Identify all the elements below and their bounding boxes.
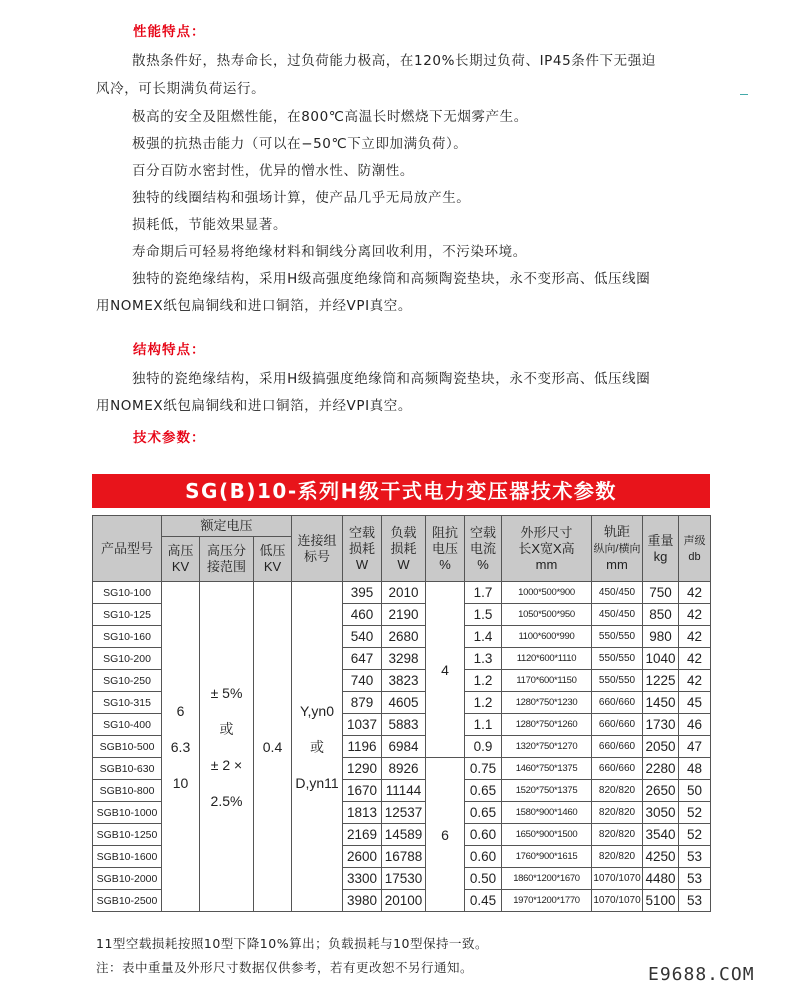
cell-dimensions: 1280*750*1230 <box>502 692 592 714</box>
cell-noise: 42 <box>679 648 711 670</box>
performance-item: 风冷，可长期满负荷运行。 <box>96 81 266 97</box>
performance-item: 百分百防水密封性，优异的憎水性、防潮性。 <box>132 163 414 179</box>
cell-noload-loss: 1196 <box>343 736 382 758</box>
cell-weight: 3050 <box>643 802 679 824</box>
cell-rail: 660/660 <box>592 714 643 736</box>
cell-dimensions: 1000*500*900 <box>502 582 592 604</box>
cell-dimensions: 1050*500*950 <box>502 604 592 626</box>
cell-noload-loss: 1813 <box>343 802 382 824</box>
performance-item: 独特的线圈结构和强场计算，使产品几乎无局放产生。 <box>132 190 471 206</box>
cell-noload-current: 0.50 <box>465 868 502 890</box>
cell-model: SG10-315 <box>93 692 162 714</box>
cell-rail: 660/660 <box>592 692 643 714</box>
cell-noise: 42 <box>679 670 711 692</box>
cell-noise: 42 <box>679 626 711 648</box>
col-header-tap: 高压分 接范围 <box>200 537 254 582</box>
cell-noload-current: 1.4 <box>465 626 502 648</box>
cell-weight: 980 <box>643 626 679 648</box>
cell-rail: 660/660 <box>592 736 643 758</box>
col-header-dimensions: 外形尺寸 长X宽X高 mm <box>502 516 592 582</box>
cell-dimensions: 1100*600*990 <box>502 626 592 648</box>
cell-noload-current: 0.65 <box>465 802 502 824</box>
cell-rail: 550/550 <box>592 626 643 648</box>
cell-weight: 2280 <box>643 758 679 780</box>
cell-dimensions: 1120*600*1110 <box>502 648 592 670</box>
col-header-vector: 连接组 标号 <box>292 516 343 582</box>
cell-model: SGB10-630 <box>93 758 162 780</box>
cell-noload-current: 0.75 <box>465 758 502 780</box>
table-row <box>93 582 711 604</box>
cell-noload-loss: 879 <box>343 692 382 714</box>
col-header-noise: 声级 db <box>679 516 711 582</box>
cell-model: SG10-250 <box>93 670 162 692</box>
cell-rail: 1070/1070 <box>592 868 643 890</box>
cell-noise: 52 <box>679 824 711 846</box>
cell-noise: 42 <box>679 604 711 626</box>
cell-weight: 1450 <box>643 692 679 714</box>
cell-load-loss: 17530 <box>382 868 426 890</box>
cell-noise: 47 <box>679 736 711 758</box>
performance-item: 散热条件好，热寿命长，过负荷能力极高，在120%长期过负荷、IP45条件下无强迫 <box>132 53 656 69</box>
performance-item: 用NOMEX纸包扁铜线和进口铜箔，并经VPI真空。 <box>96 298 413 314</box>
cell-load-loss: 12537 <box>382 802 426 824</box>
cell-load-loss: 20100 <box>382 890 426 912</box>
cell-weight: 850 <box>643 604 679 626</box>
cell-weight: 1730 <box>643 714 679 736</box>
cell-noload-current: 0.9 <box>465 736 502 758</box>
col-header-rail: 轨距 纵向/横向 mm <box>592 516 643 582</box>
cell-dimensions: 1520*750*1375 <box>502 780 592 802</box>
cell-noise: 42 <box>679 582 711 604</box>
cell-load-loss: 3823 <box>382 670 426 692</box>
structure-item: 用NOMEX纸包扁铜线和进口铜箔，并经VPI真空。 <box>96 398 413 414</box>
col-header-lv: 低压 KV <box>254 537 292 582</box>
cell-load-loss: 5883 <box>382 714 426 736</box>
cell-rail: 450/450 <box>592 582 643 604</box>
cell-load-loss: 2190 <box>382 604 426 626</box>
cell-load-loss: 16788 <box>382 846 426 868</box>
cell-hv-merged: 6 6.3 10 <box>162 582 200 912</box>
cell-noload-current: 0.45 <box>465 890 502 912</box>
cell-model: SGB10-1000 <box>93 802 162 824</box>
cell-tap-merged: ± 5% 或 ± 2 × 2.5% <box>200 582 254 912</box>
cell-load-loss: 2680 <box>382 626 426 648</box>
cell-load-loss: 3298 <box>382 648 426 670</box>
performance-item: 寿命期后可轻易将绝缘材料和铜线分离回收利用，不污染环境。 <box>132 244 527 260</box>
col-header-model: 产品型号 <box>93 516 162 582</box>
cell-noload-current: 0.60 <box>465 846 502 868</box>
watermark: E9688.COM <box>648 964 755 985</box>
cell-dimensions: 1580*900*1460 <box>502 802 592 824</box>
cell-dimensions: 1760*900*1615 <box>502 846 592 868</box>
cell-rail: 820/820 <box>592 780 643 802</box>
cell-noload-loss: 460 <box>343 604 382 626</box>
cell-load-loss: 2010 <box>382 582 426 604</box>
cell-rail: 820/820 <box>592 824 643 846</box>
structure-item: 独特的瓷绝缘结构，采用H级搞强度绝缘筒和高频陶瓷垫块，永不变形高、低压线圈 <box>132 371 651 387</box>
cell-dimensions: 1650*900*1500 <box>502 824 592 846</box>
cell-lv-merged: 0.4 <box>254 582 292 912</box>
cell-weight: 4250 <box>643 846 679 868</box>
cell-rail: 820/820 <box>592 802 643 824</box>
note-line-2: 注：表中重量及外形尺寸数据仅供参考，若有更改恕不另行通知。 <box>96 960 474 975</box>
cell-weight: 750 <box>643 582 679 604</box>
cell-load-loss: 8926 <box>382 758 426 780</box>
cell-noload-loss: 540 <box>343 626 382 648</box>
cell-weight: 2650 <box>643 780 679 802</box>
col-header-weight: 重量 kg <box>643 516 679 582</box>
table-body <box>93 582 711 912</box>
cell-impedance-merged: 6 <box>426 758 465 912</box>
cell-noise: 48 <box>679 758 711 780</box>
cell-rail: 1070/1070 <box>592 890 643 912</box>
cell-weight: 5100 <box>643 890 679 912</box>
cell-load-loss: 14589 <box>382 824 426 846</box>
performance-item: 极高的安全及阻燃性能，在800℃高温长时燃烧下无烟雾产生。 <box>132 109 528 125</box>
cell-model: SGB10-1600 <box>93 846 162 868</box>
cell-noise: 53 <box>679 868 711 890</box>
cell-noload-current: 1.3 <box>465 648 502 670</box>
performance-item: 损耗低，节能效果显著。 <box>132 217 288 233</box>
cell-noload-loss: 2169 <box>343 824 382 846</box>
cell-noload-loss: 1670 <box>343 780 382 802</box>
cell-noload-current: 1.5 <box>465 604 502 626</box>
cell-dimensions: 1170*600*1150 <box>502 670 592 692</box>
cell-dimensions: 1860*1200*1670 <box>502 868 592 890</box>
cell-weight: 3540 <box>643 824 679 846</box>
cell-model: SGB10-2000 <box>93 868 162 890</box>
spec-table <box>92 515 711 912</box>
cell-noise: 53 <box>679 890 711 912</box>
col-header-hv: 高压 KV <box>162 537 200 582</box>
cell-model: SGB10-800 <box>93 780 162 802</box>
cell-load-loss: 11144 <box>382 780 426 802</box>
col-header-load-loss: 负载 损耗 W <box>382 516 426 582</box>
cell-noload-loss: 740 <box>343 670 382 692</box>
cell-model: SG10-400 <box>93 714 162 736</box>
performance-heading: 性能特点： <box>133 24 206 40</box>
cell-noload-loss: 3980 <box>343 890 382 912</box>
cell-noload-loss: 395 <box>343 582 382 604</box>
cell-vector-merged: Y,yn0 或 D,yn11 <box>292 582 343 912</box>
cell-noload-loss: 1290 <box>343 758 382 780</box>
note-line-1: 11型空载损耗按照10型下降10%算出；负载损耗与10型保持一致。 <box>96 936 489 951</box>
cell-weight: 4480 <box>643 868 679 890</box>
cell-rail: 660/660 <box>592 758 643 780</box>
col-header-noload-current: 空载 电流 % <box>465 516 502 582</box>
cell-model: SGB10-1250 <box>93 824 162 846</box>
cell-noise: 50 <box>679 780 711 802</box>
col-header-impedance: 阻抗 电压 % <box>426 516 465 582</box>
table-header <box>93 516 711 582</box>
cell-model: SG10-200 <box>93 648 162 670</box>
cell-noload-current: 1.1 <box>465 714 502 736</box>
decorative-dot <box>740 94 748 95</box>
col-header-noload-loss: 空载 损耗 W <box>343 516 382 582</box>
cell-noise: 45 <box>679 692 711 714</box>
cell-noload-current: 1.7 <box>465 582 502 604</box>
cell-noload-current: 0.65 <box>465 780 502 802</box>
cell-noise: 52 <box>679 802 711 824</box>
tech-heading: 技术参数： <box>133 430 206 446</box>
cell-weight: 1040 <box>643 648 679 670</box>
cell-noload-current: 1.2 <box>465 670 502 692</box>
cell-weight: 1225 <box>643 670 679 692</box>
cell-dimensions: 1460*750*1375 <box>502 758 592 780</box>
structure-list <box>96 366 716 417</box>
cell-model: SG10-100 <box>93 582 162 604</box>
cell-load-loss: 4605 <box>382 692 426 714</box>
cell-rail: 550/550 <box>592 648 643 670</box>
cell-model: SGB10-2500 <box>93 890 162 912</box>
performance-item: 独特的瓷绝缘结构，采用H级高强度绝缘筒和高频陶瓷垫块，永不变形高、低压线圈 <box>132 271 651 287</box>
cell-noload-loss: 2600 <box>343 846 382 868</box>
cell-model: SG10-125 <box>93 604 162 626</box>
cell-rail: 820/820 <box>592 846 643 868</box>
cell-model: SG10-160 <box>93 626 162 648</box>
cell-load-loss: 6984 <box>382 736 426 758</box>
cell-rail: 550/550 <box>592 670 643 692</box>
cell-noload-current: 1.2 <box>465 692 502 714</box>
col-header-rated-voltage: 额定电压 <box>162 516 292 537</box>
cell-noload-current: 0.60 <box>465 824 502 846</box>
cell-noise: 46 <box>679 714 711 736</box>
cell-rail: 450/450 <box>592 604 643 626</box>
cell-dimensions: 1970*1200*1770 <box>502 890 592 912</box>
cell-noload-loss: 3300 <box>343 868 382 890</box>
cell-weight: 2050 <box>643 736 679 758</box>
performance-item: 极强的抗热击能力（可以在−50℃下立即加满负荷）。 <box>132 136 468 152</box>
cell-dimensions: 1280*750*1260 <box>502 714 592 736</box>
cell-dimensions: 1320*750*1270 <box>502 736 592 758</box>
performance-list <box>96 48 716 317</box>
cell-noload-loss: 1037 <box>343 714 382 736</box>
cell-noise: 53 <box>679 846 711 868</box>
cell-model: SGB10-500 <box>93 736 162 758</box>
table-title-banner: SG(B)10-系列H级干式电力变压器技术参数 <box>92 474 710 508</box>
cell-impedance-merged: 4 <box>426 582 465 758</box>
cell-noload-loss: 647 <box>343 648 382 670</box>
structure-heading: 结构特点： <box>133 342 206 358</box>
